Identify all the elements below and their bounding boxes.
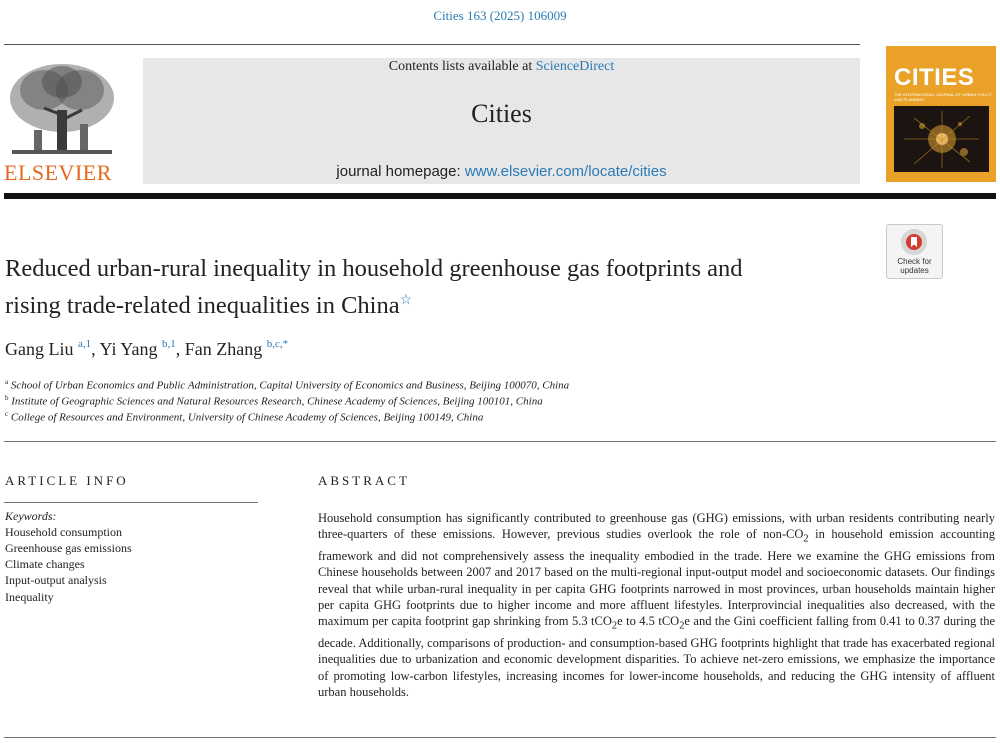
affiliation-mark: c — [5, 410, 9, 418]
abstract-text: in household emission accounting framework and did not comprehensively assess the inequality embodied in the trade. Here we examine the GHG emissions from Chinese households between 2007 and 2017 based on the multi-regional input-output model and socioeconomic datasets. Our findings reveal that while urban-rural inequality in per capita GHG footprints narrowed in most provinces, urban households maintain higher per capita GHG footprints due to higher income and more affluent lifestyles. Interprovincial inequalities also decreased, with the maximum per capita footprint gap shrinking from 5.3 tCO — [318, 527, 995, 629]
journal-name: Cities — [471, 99, 532, 128]
homepage-prefix: journal homepage: — [336, 163, 465, 180]
header-thick-rule — [4, 193, 996, 199]
article-title — [5, 253, 875, 322]
author-sup[interactable]: b,1 — [162, 338, 176, 350]
abstract-text: e to 4.5 tCO — [617, 614, 680, 629]
keyword-item: Climate changes — [5, 557, 85, 571]
abstract-heading: ABSTRACT — [318, 473, 410, 488]
sciencedirect-link[interactable]: ScienceDirect — [535, 59, 615, 74]
check-updates-line2: updates — [900, 266, 929, 275]
check-for-updates-button[interactable] — [886, 224, 943, 279]
article-info-rule — [4, 502, 258, 503]
affiliation-text: School of Urban Economics and Public Administration, Capital University of Economics and Business, Beijing 100070, China — [10, 379, 570, 392]
abstract-text: e and the Gini coefficient falling from 0.41 to 0.37 during the decade. Additionally, comparisons of production- and consumption-based GHG footprints highlight that trade has exacerbated regional inequalities due to urbanization and economic development disparities. To achieve net-zero emissions, we emphasize the importance of promoting low-carbon lifestyles, increasing incomes for lower-income households, and reducing the GHG intensity of affluent urban households. — [318, 614, 995, 699]
homepage-line — [143, 163, 860, 180]
check-updates-line1: Check for — [897, 257, 932, 266]
contents-prefix: Contents lists available at — [388, 59, 536, 74]
cover-subtitle: THE INTERNATIONAL JOURNAL OF URBAN POLICY AND PLANNING — [894, 92, 992, 102]
author-sup[interactable]: b,c,* — [266, 338, 289, 350]
homepage-link[interactable]: www.elsevier.com/locate/cities — [464, 163, 667, 180]
header-rule — [4, 44, 860, 45]
keywords-label: Keywords: — [5, 509, 57, 523]
author-name[interactable]: Gang Liu — [5, 339, 74, 359]
section-divider — [4, 441, 996, 442]
affiliation-a — [5, 378, 905, 392]
check-updates-bookmark-icon — [906, 234, 922, 250]
author-name[interactable]: Fan Zhang — [184, 339, 263, 359]
affiliation-text: College of Resources and Environment, University of Chinese Academy of Sciences, Beijing 100149, China — [10, 411, 484, 424]
author-sup[interactable]: a,1 — [77, 338, 92, 350]
title-footnote-star-icon[interactable]: ☆ — [399, 293, 413, 308]
abstract-text: Household consumption has significantly contributed to greenhouse gas (GHG) emissions, with urban residents contributing nearly three-quarters of these emissions. However, previous studies overlook the role of non-CO — [318, 511, 995, 542]
journal-cover-image[interactable] — [886, 46, 996, 182]
affiliation-mark: a — [5, 378, 9, 386]
article-info-heading: ARTICLE INFO — [5, 473, 129, 488]
journal-citation[interactable]: Cities 163 (2025) 106009 — [433, 8, 567, 23]
keyword-item: Household consumption — [5, 525, 122, 539]
author-name[interactable]: Yi Yang — [99, 339, 158, 359]
affiliation-text: Institute of Geographic Sciences and Natural Resources Research, Chinese Academy of Sciences, Beijing 100101, China — [11, 395, 543, 408]
elsevier-logo-text: ELSEVIER — [4, 160, 112, 185]
article-title-line2: rising trade-related inequalities in China — [5, 292, 400, 320]
affiliation-mark: b — [5, 394, 9, 402]
subscript: 2 — [803, 533, 809, 545]
subscript: 2 — [611, 620, 618, 632]
footer-rule — [4, 737, 996, 738]
keyword-item: Inequality — [5, 590, 54, 604]
article-title-line1: Reduced urban-rural inequality in household greenhouse gas footprints and — [5, 255, 743, 282]
check-updates-label — [887, 257, 942, 275]
contents-line — [143, 59, 860, 75]
keyword-item: Input-output analysis — [5, 573, 107, 587]
cover-title: CITIES — [894, 64, 975, 91]
subscript: 2 — [679, 620, 685, 632]
affiliation-b — [5, 394, 905, 408]
cover-city-lights-image — [894, 106, 989, 172]
author-list: Gang Liu $^{a,1}$, Yi Yang $^{b,1}$, Fan Zhang $^{b,c,*}$ — [5, 338, 289, 359]
check-updates-icon — [901, 229, 927, 255]
affiliation-c — [5, 410, 905, 424]
keyword-item: Greenhouse gas emissions — [5, 541, 132, 555]
abstract-body — [318, 510, 995, 700]
